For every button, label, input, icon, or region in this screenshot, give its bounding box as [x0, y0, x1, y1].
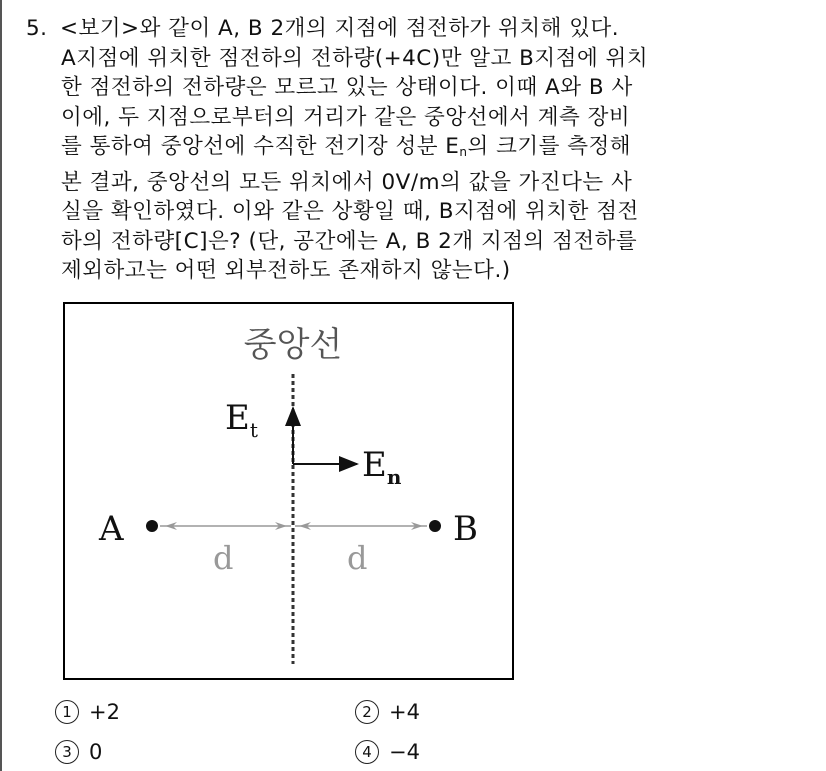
question-text: <보기>와 같이 A, B 2개의 지점에 점전하가 위치해 있다.	[60, 16, 620, 41]
choice-marker: 2	[355, 700, 379, 724]
question-number: 5.	[26, 16, 48, 41]
choice-text: +2	[89, 700, 120, 724]
question-line-4: 이에, 두 지점으로부터의 거리가 같은 중앙선에서 계측 장비	[61, 104, 631, 130]
distance-label-right: d	[347, 539, 368, 577]
choice-text: +4	[389, 700, 420, 724]
page-border	[0, 0, 2, 771]
question-block	[26, 14, 806, 286]
choice-marker: 1	[55, 700, 79, 724]
centerline-title: 중앙선	[243, 325, 343, 365]
point-a-dot	[146, 520, 158, 532]
question-line-3: 한 점전하의 전하량은 모르고 있는 상태이다. 이때 A와 B 사	[61, 75, 633, 100]
distance-label-left: d	[213, 539, 234, 577]
choice-text: −4	[389, 740, 420, 764]
question-line-6: 본 결과, 중앙선의 모든 위치에서 0V/m의 값을 가진다는 사	[61, 169, 633, 195]
et-label: $E_t$	[225, 398, 258, 442]
question-line-2: A지점에 위치한 점전하의 전하량(+4C)만 알고 B지점에 위치	[61, 45, 649, 71]
subscript: n	[459, 145, 468, 159]
question-line-5	[26, 132, 806, 168]
en-label: $E_n$	[362, 445, 402, 489]
choice-4[interactable]	[355, 740, 420, 764]
figure-diagram	[63, 302, 514, 680]
point-b-label: B	[453, 509, 478, 549]
point-a-label: A	[99, 509, 124, 549]
question-line-1	[26, 14, 806, 44]
question-line-7: 실을 확인하였다. 이와 같은 상황일 때, B지점에 위치한 점전	[61, 199, 639, 224]
choice-2[interactable]	[355, 700, 420, 724]
choice-text: 0	[89, 740, 103, 764]
choice-1[interactable]	[55, 700, 120, 724]
choice-marker: 3	[55, 740, 79, 764]
question-line-8: 하의 전하량[C]은? (단, 공간에는 A, B 2개 지점의 점전하를	[61, 228, 638, 254]
question-line-9: 제외하고는 어떤 외부전하도 존재하지 않는다.)	[61, 258, 511, 283]
choice-marker: 4	[355, 740, 379, 764]
question-text: 를 통하여 중앙선에 수직한 전기장 성분 E	[61, 134, 460, 159]
charge-diagram	[65, 304, 516, 682]
question-text: 의 크기를 측정해	[467, 134, 632, 159]
choice-3[interactable]	[55, 740, 102, 764]
point-b-dot	[429, 520, 441, 532]
